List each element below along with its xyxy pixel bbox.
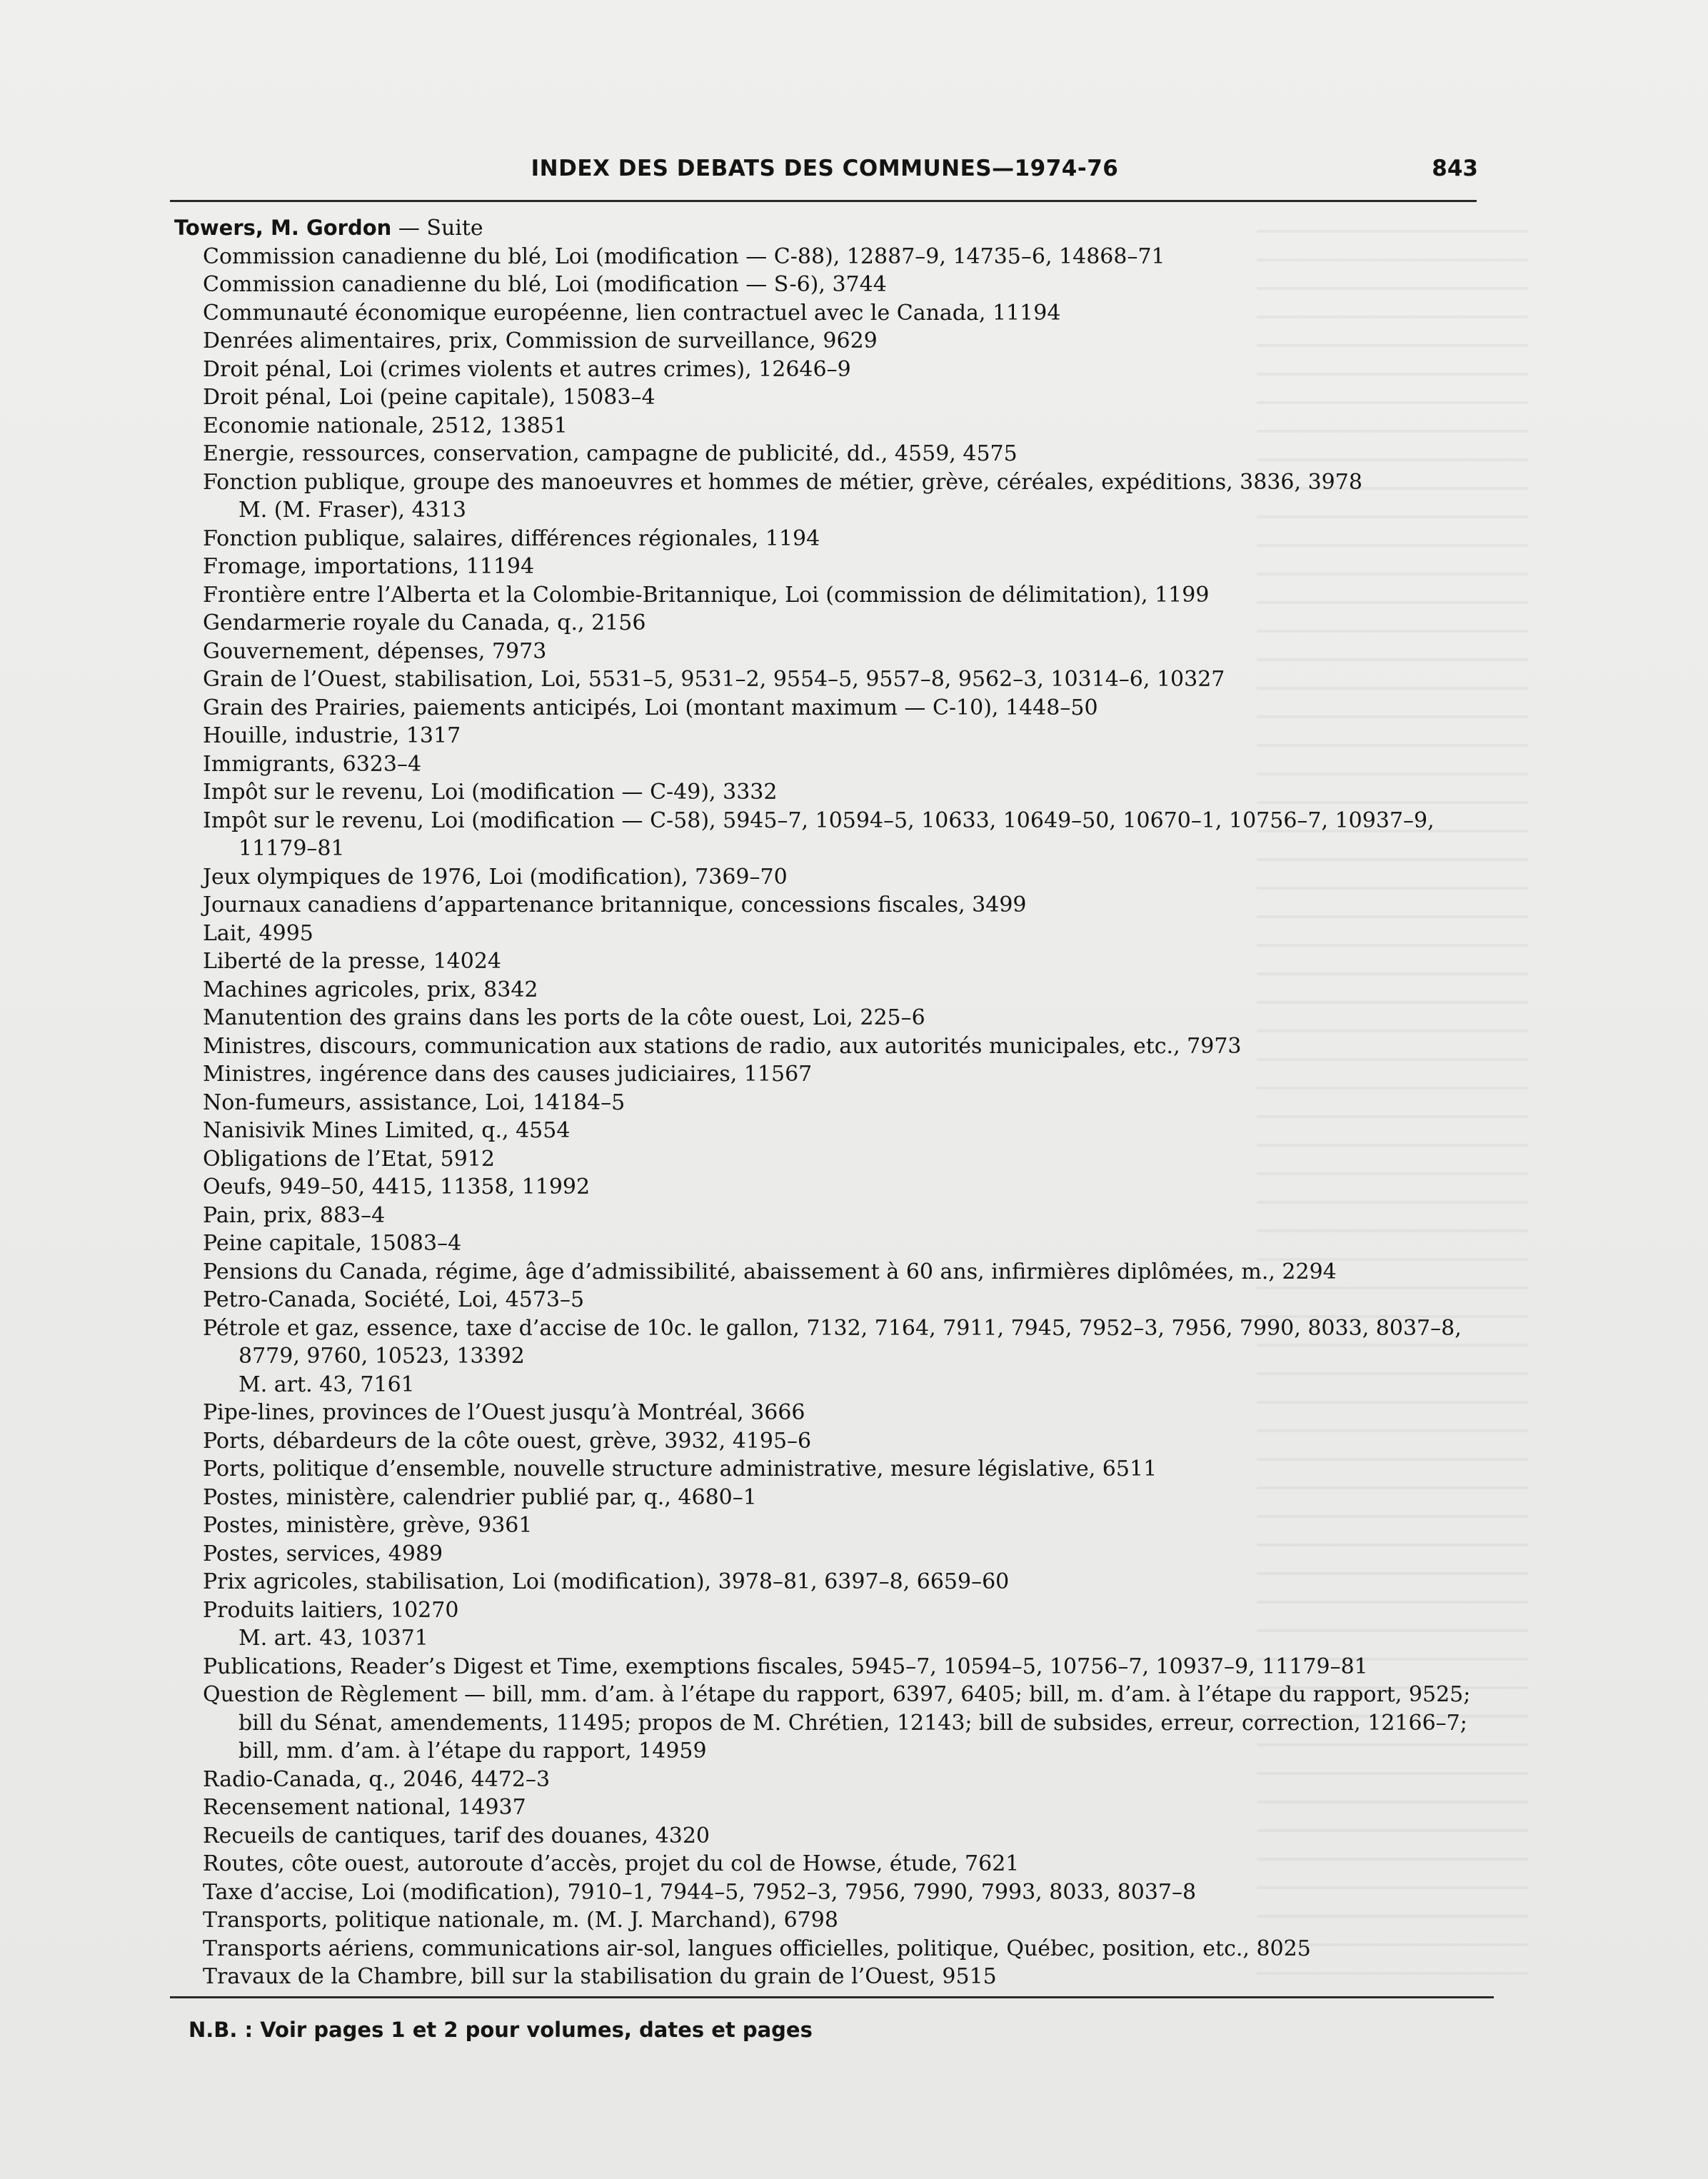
index-subentry: M. art. 43, 10371 (238, 1626, 428, 1651)
index-entry: Ministres, ingérence dans des causes judiciaires, 11567 (203, 1062, 813, 1087)
index-entry: Nanisivik Mines Limited, q., 4554 (203, 1118, 571, 1143)
page-title: INDEX DES DEBATS DES COMMUNES—1974-76 (531, 156, 1119, 181)
index-entry: Houille, industrie, 1317 (203, 723, 461, 748)
index-entry: Denrées alimentaires, prix, Commission de surveillance, 9629 (203, 328, 878, 353)
index-entry: Postes, services, 4989 (203, 1541, 443, 1566)
index-entry: Question de Règlement — bill, mm. d’am. à l’étape du rapport, 6397, 6405; bill, m. d’am. à l’étape du rapport, 9525; bill du Sénat, amendements, 11495; propos de M. Chrétien, 12143; bill de subsides, erreur, correction, 12166–7; bill, mm. d’am. à l’étape du rapport, 14959 (203, 1682, 1471, 1763)
index-entry: Fromage, importations, 11194 (203, 554, 535, 579)
index-entry: Gouvernement, dépenses, 7973 (203, 638, 547, 664)
heading-name: Towers, M. Gordon (174, 216, 392, 240)
footer-rule (170, 1996, 1494, 1998)
index-entry: Fonction publique, groupe des manoeuvres et hommes de métier, grève, céréales, expéditions, 3836, 3978 (203, 469, 1362, 495)
index-entry: Immigrants, 6323–4 (203, 751, 422, 777)
page-header (171, 156, 1478, 191)
index-heading (174, 214, 1502, 243)
index-entry: Ports, débardeurs de la côte ouest, grève, 3932, 4195–6 (203, 1428, 812, 1454)
index-entry: Commission canadienne du blé, Loi (modification — S-6), 3744 (203, 272, 887, 297)
index-entry: Non-fumeurs, assistance, Loi, 14184–5 (203, 1090, 626, 1115)
index-entry: Lait, 4995 (203, 920, 313, 946)
index-entry: Publications, Reader’s Digest et Time, exemptions fiscales, 5945–7, 10594–5, 10756–7, 10937–9, 11179–81 (203, 1654, 1368, 1679)
index-entry: Economie nationale, 2512, 13851 (203, 413, 568, 438)
index-entry: Commission canadienne du blé, Loi (modification — C-88), 12887–9, 14735–6, 14868–71 (203, 243, 1165, 269)
index-entry: Routes, côte ouest, autoroute d’accès, projet du col de Howse, étude, 7621 (203, 1851, 1020, 1876)
index-entry: Grain de l’Ouest, stabilisation, Loi, 5531–5, 9531–2, 9554–5, 9557–8, 9562–3, 10314–6, 10327 (203, 667, 1225, 692)
index-entry: Transports, politique nationale, m. (M. J. Marchand), 6798 (203, 1908, 838, 1933)
index-entry: Droit pénal, Loi (peine capitale), 15083–4 (203, 385, 655, 410)
index-entry: Recueils de cantiques, tarif des douanes, 4320 (203, 1823, 710, 1848)
footnote: N.B. : Voir pages 1 et 2 pour volumes, dates et pages (189, 2018, 813, 2042)
index-entry: Fonction publique, salaires, différences régionales, 1194 (203, 525, 820, 551)
index-entry: Grain des Prairies, paiements anticipés, Loi (montant maximum — C-10), 1448–50 (203, 695, 1098, 720)
index-entry: Pensions du Canada, régime, âge d’admissibilité, abaissement à 60 ans, infirmières diplômées, m., 2294 (203, 1259, 1337, 1284)
index-entry: Ports, politique d’ensemble, nouvelle structure administrative, mesure législative, 6511 (203, 1456, 1157, 1481)
header-rule (170, 200, 1477, 202)
index-entry: Energie, ressources, conservation, campagne de publicité, dd., 4559, 4575 (203, 441, 1018, 466)
index-entry: Manutention des grains dans les ports de la côte ouest, Loi, 225–6 (203, 1005, 925, 1030)
index-entry: Recensement national, 14937 (203, 1795, 526, 1820)
index-body (174, 214, 1502, 1991)
index-entry: Droit pénal, Loi (crimes violents et autres crimes), 12646–9 (203, 356, 851, 382)
index-entry: Pipe-lines, provinces de l’Ouest jusqu’à Montréal, 3666 (203, 1400, 805, 1425)
index-entry: Obligations de l’Etat, 5912 (203, 1146, 495, 1172)
index-entry: Peine capitale, 15083–4 (203, 1231, 462, 1256)
index-entry: Transports aériens, communications air-sol, langues officielles, politique, Québec, position, etc., 8025 (203, 1936, 1311, 1961)
index-entry: Impôt sur le revenu, Loi (modification — C-49), 3332 (203, 780, 778, 805)
index-entry: Postes, ministère, grève, 9361 (203, 1513, 533, 1538)
index-entry: Liberté de la presse, 14024 (203, 949, 502, 974)
index-entry: Taxe d’accise, Loi (modification), 7910–1, 7944–5, 7952–3, 7956, 7990, 7993, 8033, 8037–8 (203, 1879, 1197, 1905)
index-entry: Petro-Canada, Société, Loi, 4573–5 (203, 1287, 585, 1312)
index-entry: Travaux de la Chambre, bill sur la stabilisation du grain de l’Ouest, 9515 (203, 1964, 997, 1989)
index-subentry: M. art. 43, 7161 (238, 1372, 415, 1397)
index-entry: Gendarmerie royale du Canada, q., 2156 (203, 610, 646, 635)
index-entry: Prix agricoles, stabilisation, Loi (modification), 3978–81, 6397–8, 6659–60 (203, 1569, 1010, 1594)
index-subentry: M. (M. Fraser), 4313 (238, 498, 466, 523)
index-entry: Oeufs, 949–50, 4415, 11358, 11992 (203, 1174, 591, 1199)
index-entry: Produits laitiers, 10270 (203, 1597, 459, 1623)
index-entry: Radio-Canada, q., 2046, 4472–3 (203, 1766, 551, 1792)
index-entry: Jeux olympiques de 1976, Loi (modification), 7369–70 (203, 864, 788, 890)
index-entry: Machines agricoles, prix, 8342 (203, 977, 538, 1002)
heading-suffix: — Suite (391, 216, 483, 241)
index-entry: Communauté économique européenne, lien contractuel avec le Canada, 11194 (203, 300, 1061, 326)
index-entry: Pain, prix, 883–4 (203, 1202, 386, 1228)
index-entry: Pétrole et gaz, essence, taxe d’accise de 10c. le gallon, 7132, 7164, 7911, 7945, 7952–3, 7956, 7990, 8033, 8037–8, 8779, 9760, 10523, 13392 (203, 1315, 1462, 1369)
index-entry: Impôt sur le revenu, Loi (modification — C-58), 5945–7, 10594–5, 10633, 10649–50, 10670–1, 10756–7, 10937–9, 11179–81 (203, 807, 1435, 861)
page-number: 843 (1432, 156, 1478, 181)
index-entry: Postes, ministère, calendrier publié par, q., 4680–1 (203, 1484, 757, 1510)
index-entry: Journaux canadiens d’appartenance britannique, concessions fiscales, 3499 (203, 892, 1027, 917)
index-entry: Ministres, discours, communication aux stations de radio, aux autorités municipales, etc., 7973 (203, 1033, 1242, 1059)
index-entry: Frontière entre l’Alberta et la Colombie-Britannique, Loi (commission de délimitation), 1199 (203, 582, 1210, 608)
